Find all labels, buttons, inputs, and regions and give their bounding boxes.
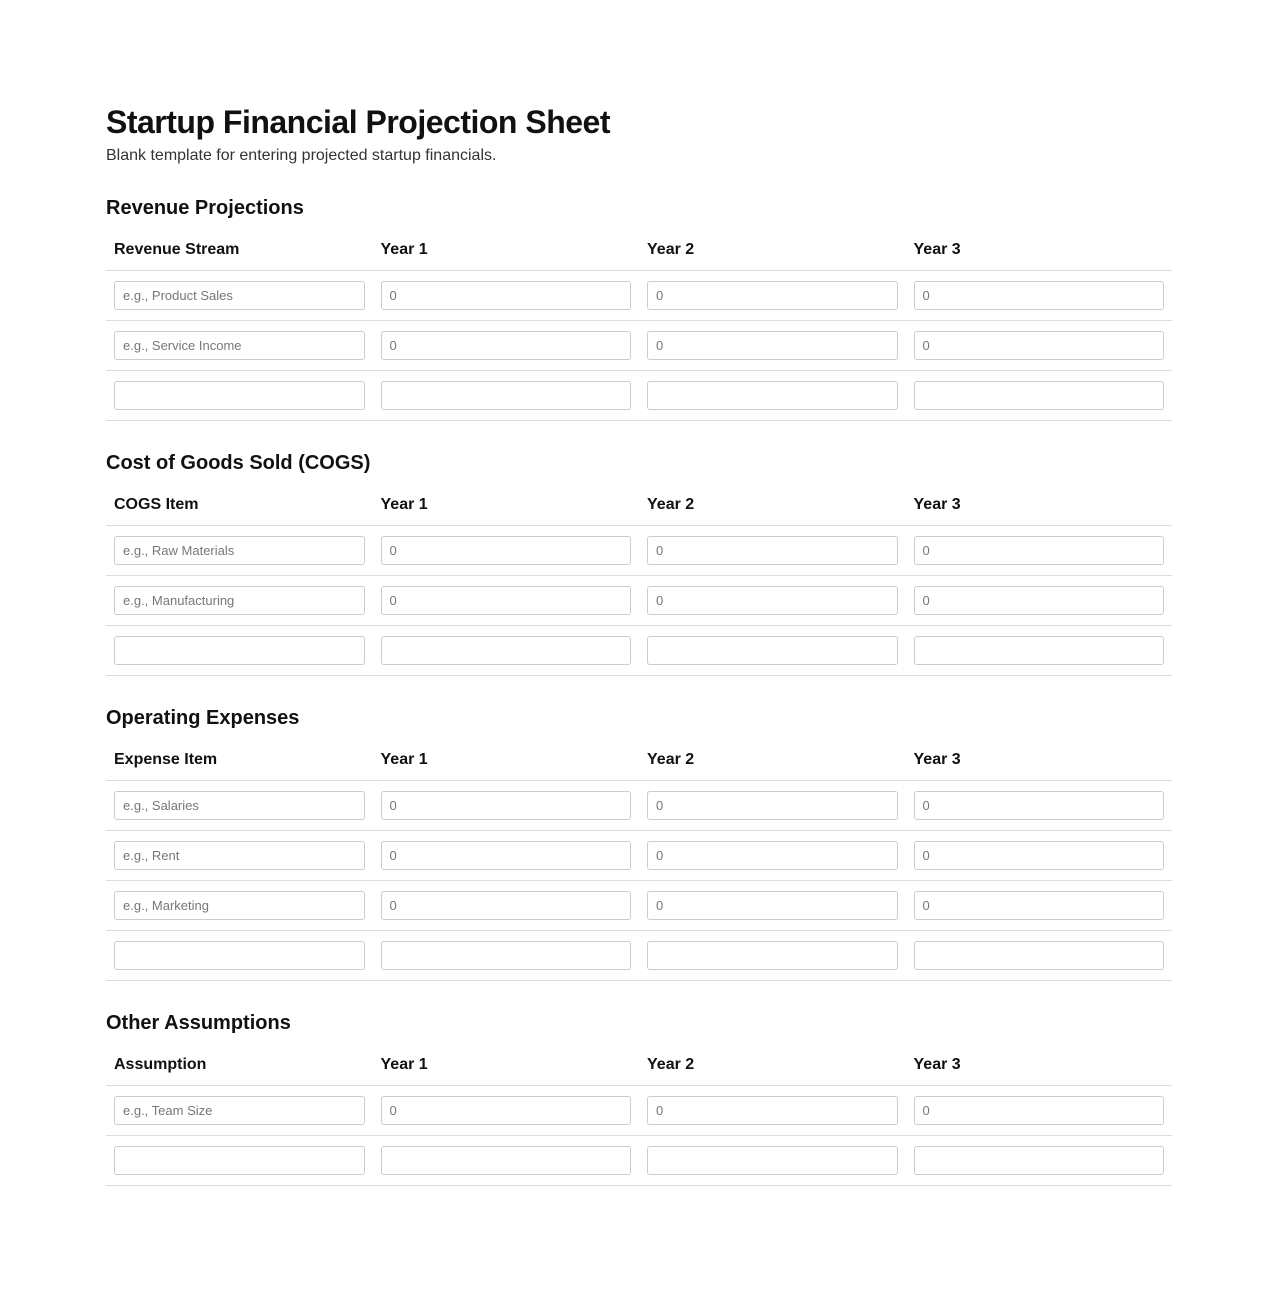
year-3-input[interactable] (914, 941, 1165, 970)
table-cell (639, 831, 906, 881)
column-header: Year 2 (639, 740, 906, 781)
input-field (381, 636, 632, 665)
input-field (114, 281, 365, 310)
table-row (106, 526, 1172, 576)
table-cell (906, 781, 1173, 831)
section-heading: Other Assumptions (106, 1012, 291, 1034)
section (106, 1011, 1172, 1186)
section (106, 451, 1172, 676)
input-field (647, 586, 898, 615)
table-cell (639, 371, 906, 421)
table-cell (639, 526, 906, 576)
year-3-placeholder: 0 (922, 1103, 930, 1118)
table-cell (639, 271, 906, 321)
input-field (381, 891, 632, 920)
year-2-input[interactable] (647, 941, 898, 970)
input-field (381, 1146, 632, 1175)
year-1-placeholder: 0 (389, 798, 397, 813)
header-row (106, 230, 1172, 271)
input-field (914, 381, 1165, 410)
year-3-placeholder: 0 (922, 288, 930, 303)
year-3-input[interactable] (914, 891, 1165, 920)
year-2-input[interactable] (647, 536, 898, 565)
column-header: Year 3 (906, 740, 1173, 781)
column-header: COGS Item (106, 485, 373, 526)
year-3-placeholder: 0 (922, 338, 930, 353)
column-header: Year 1 (373, 485, 640, 526)
item-name-placeholder: e.g., Service Income (123, 338, 242, 353)
table-cell (106, 321, 373, 371)
year-2-placeholder: 0 (656, 288, 664, 303)
input-field (647, 381, 898, 410)
table-row (106, 881, 1172, 931)
section-heading: Operating Expenses (106, 707, 300, 729)
item-name-input[interactable] (114, 381, 365, 410)
table-row (106, 1086, 1172, 1136)
year-2-input[interactable] (647, 791, 898, 820)
input-field (114, 891, 365, 920)
column-header: Year 1 (373, 1045, 640, 1086)
input-field (114, 381, 365, 410)
column-header: Assumption (106, 1045, 373, 1086)
input-field (647, 791, 898, 820)
input-field (647, 941, 898, 970)
table-cell (106, 371, 373, 421)
table-cell (373, 1136, 640, 1186)
year-3-input[interactable] (914, 381, 1165, 410)
item-name-input[interactable] (114, 536, 365, 565)
item-name-input[interactable] (114, 891, 365, 920)
column-header: Year 1 (373, 230, 640, 271)
year-3-input[interactable] (914, 281, 1165, 310)
year-3-input[interactable] (914, 791, 1165, 820)
table-row (106, 831, 1172, 881)
table-cell (639, 931, 906, 981)
table-cell (639, 1086, 906, 1136)
table-cell (906, 626, 1173, 676)
table-cell (906, 576, 1173, 626)
year-1-input[interactable] (381, 1096, 632, 1125)
year-2-placeholder: 0 (656, 593, 664, 608)
column-header: Year 2 (639, 1045, 906, 1086)
table-cell (906, 931, 1173, 981)
input-field (381, 331, 632, 360)
item-name-placeholder: e.g., Salaries (123, 798, 199, 813)
section-heading: Revenue Projections (106, 197, 304, 219)
section (106, 706, 1172, 981)
year-3-placeholder: 0 (922, 848, 930, 863)
table-cell (373, 321, 640, 371)
table-cell (106, 831, 373, 881)
column-header: Year 3 (906, 485, 1173, 526)
table-cell (373, 626, 640, 676)
table-cell (906, 1136, 1173, 1186)
year-1-input[interactable] (381, 586, 632, 615)
input-field (114, 586, 365, 615)
year-3-placeholder: 0 (922, 593, 930, 608)
input-field (914, 586, 1165, 615)
item-name-placeholder: e.g., Product Sales (123, 288, 233, 303)
table-cell (373, 576, 640, 626)
column-header: Year 1 (373, 740, 640, 781)
input-field (381, 281, 632, 310)
year-1-input[interactable] (381, 891, 632, 920)
header-row (106, 485, 1172, 526)
table-cell (906, 526, 1173, 576)
input-field (914, 1146, 1165, 1175)
year-2-input[interactable] (647, 1146, 898, 1175)
year-1-placeholder: 0 (389, 1103, 397, 1118)
input-field (381, 791, 632, 820)
input-field (914, 331, 1165, 360)
projection-table (106, 485, 1172, 676)
item-name-placeholder: e.g., Team Size (123, 1103, 213, 1118)
item-name-placeholder: e.g., Raw Materials (123, 543, 235, 558)
year-2-placeholder: 0 (656, 798, 664, 813)
input-field (381, 1096, 632, 1125)
year-2-placeholder: 0 (656, 848, 664, 863)
item-name-input[interactable] (114, 1096, 365, 1125)
year-3-input[interactable] (914, 841, 1165, 870)
input-field (381, 941, 632, 970)
input-field (114, 1146, 365, 1175)
year-2-input[interactable] (647, 586, 898, 615)
input-field (914, 636, 1165, 665)
table-cell (639, 321, 906, 371)
year-1-placeholder: 0 (389, 543, 397, 558)
year-1-placeholder: 0 (389, 288, 397, 303)
table-cell (906, 321, 1173, 371)
projection-table (106, 1045, 1172, 1186)
section-heading: Cost of Goods Sold (COGS) (106, 452, 371, 474)
table-cell (373, 526, 640, 576)
header-row (106, 1045, 1172, 1086)
input-field (914, 536, 1165, 565)
input-field (114, 636, 365, 665)
input-field (114, 331, 365, 360)
item-name-input[interactable] (114, 941, 365, 970)
table-cell (106, 931, 373, 981)
table-cell (373, 271, 640, 321)
input-field (114, 536, 365, 565)
year-1-input[interactable] (381, 381, 632, 410)
item-name-placeholder: e.g., Manufacturing (123, 593, 235, 608)
column-header: Year 3 (906, 1045, 1173, 1086)
input-field (914, 841, 1165, 870)
column-header: Year 2 (639, 485, 906, 526)
table-cell (906, 371, 1173, 421)
input-field (381, 841, 632, 870)
item-name-input[interactable] (114, 791, 365, 820)
item-name-placeholder: e.g., Rent (123, 848, 180, 863)
item-name-placeholder: e.g., Marketing (123, 898, 209, 913)
year-1-input[interactable] (381, 841, 632, 870)
year-1-input[interactable] (381, 536, 632, 565)
year-1-placeholder: 0 (389, 848, 397, 863)
table-cell (373, 881, 640, 931)
table-cell (906, 1086, 1173, 1136)
table-cell (906, 831, 1173, 881)
item-name-input[interactable] (114, 1146, 365, 1175)
sections (106, 196, 1172, 1186)
table-cell (906, 271, 1173, 321)
page-title: Startup Financial Projection Sheet (106, 104, 610, 140)
year-3-placeholder: 0 (922, 543, 930, 558)
column-header: Revenue Stream (106, 230, 373, 271)
year-2-placeholder: 0 (656, 338, 664, 353)
table-cell (106, 526, 373, 576)
table-cell (106, 1136, 373, 1186)
column-header: Expense Item (106, 740, 373, 781)
year-1-placeholder: 0 (389, 338, 397, 353)
table-cell (639, 1136, 906, 1186)
table-row (106, 931, 1172, 981)
input-field (647, 636, 898, 665)
input-field (381, 586, 632, 615)
year-3-placeholder: 0 (922, 898, 930, 913)
year-2-input[interactable] (647, 381, 898, 410)
input-field (647, 1146, 898, 1175)
table-cell (106, 881, 373, 931)
item-name-input[interactable] (114, 841, 365, 870)
table-cell (639, 781, 906, 831)
table-cell (373, 781, 640, 831)
table-cell (106, 271, 373, 321)
year-2-input[interactable] (647, 281, 898, 310)
table-row (106, 626, 1172, 676)
year-3-input[interactable] (914, 536, 1165, 565)
year-2-placeholder: 0 (656, 898, 664, 913)
year-2-input[interactable] (647, 636, 898, 665)
year-2-input[interactable] (647, 1096, 898, 1125)
input-field (114, 791, 365, 820)
header-row (106, 740, 1172, 781)
input-field (647, 891, 898, 920)
table-cell (106, 626, 373, 676)
table-row (106, 371, 1172, 421)
item-name-input[interactable] (114, 331, 365, 360)
input-field (114, 841, 365, 870)
item-name-input[interactable] (114, 281, 365, 310)
year-1-input[interactable] (381, 1146, 632, 1175)
projection-table (106, 230, 1172, 421)
table-cell (106, 1086, 373, 1136)
table-cell (373, 1086, 640, 1136)
table-cell (373, 931, 640, 981)
input-field (381, 381, 632, 410)
table-row (106, 321, 1172, 371)
year-1-input[interactable] (381, 281, 632, 310)
year-3-input[interactable] (914, 636, 1165, 665)
table-cell (373, 831, 640, 881)
page-subtitle: Blank template for entering projected startup financials. (106, 147, 497, 164)
table-row (106, 781, 1172, 831)
year-1-input[interactable] (381, 331, 632, 360)
year-1-input[interactable] (381, 791, 632, 820)
column-header: Year 2 (639, 230, 906, 271)
page (106, 100, 1172, 1186)
column-header: Year 3 (906, 230, 1173, 271)
table-cell (906, 881, 1173, 931)
input-field (647, 331, 898, 360)
input-field (914, 1096, 1165, 1125)
year-1-placeholder: 0 (389, 593, 397, 608)
input-field (914, 281, 1165, 310)
table-cell (106, 781, 373, 831)
input-field (647, 841, 898, 870)
year-3-input[interactable] (914, 1146, 1165, 1175)
table-cell (639, 576, 906, 626)
item-name-input[interactable] (114, 586, 365, 615)
year-2-input[interactable] (647, 841, 898, 870)
input-field (381, 536, 632, 565)
year-3-input[interactable] (914, 586, 1165, 615)
section (106, 196, 1172, 421)
table-cell (106, 576, 373, 626)
year-3-input[interactable] (914, 331, 1165, 360)
input-field (647, 536, 898, 565)
year-2-placeholder: 0 (656, 543, 664, 558)
year-3-input[interactable] (914, 1096, 1165, 1125)
table-row (106, 576, 1172, 626)
table-row (106, 1136, 1172, 1186)
input-field (114, 941, 365, 970)
table-cell (639, 626, 906, 676)
year-1-input[interactable] (381, 636, 632, 665)
year-2-input[interactable] (647, 891, 898, 920)
projection-table (106, 740, 1172, 981)
input-field (647, 281, 898, 310)
table-row (106, 271, 1172, 321)
year-1-input[interactable] (381, 941, 632, 970)
year-1-placeholder: 0 (389, 898, 397, 913)
input-field (914, 791, 1165, 820)
table-cell (639, 881, 906, 931)
item-name-input[interactable] (114, 636, 365, 665)
year-3-placeholder: 0 (922, 798, 930, 813)
year-2-placeholder: 0 (656, 1103, 664, 1118)
input-field (914, 891, 1165, 920)
input-field (114, 1096, 365, 1125)
table-cell (373, 371, 640, 421)
input-field (914, 941, 1165, 970)
year-2-input[interactable] (647, 331, 898, 360)
input-field (647, 1096, 898, 1125)
